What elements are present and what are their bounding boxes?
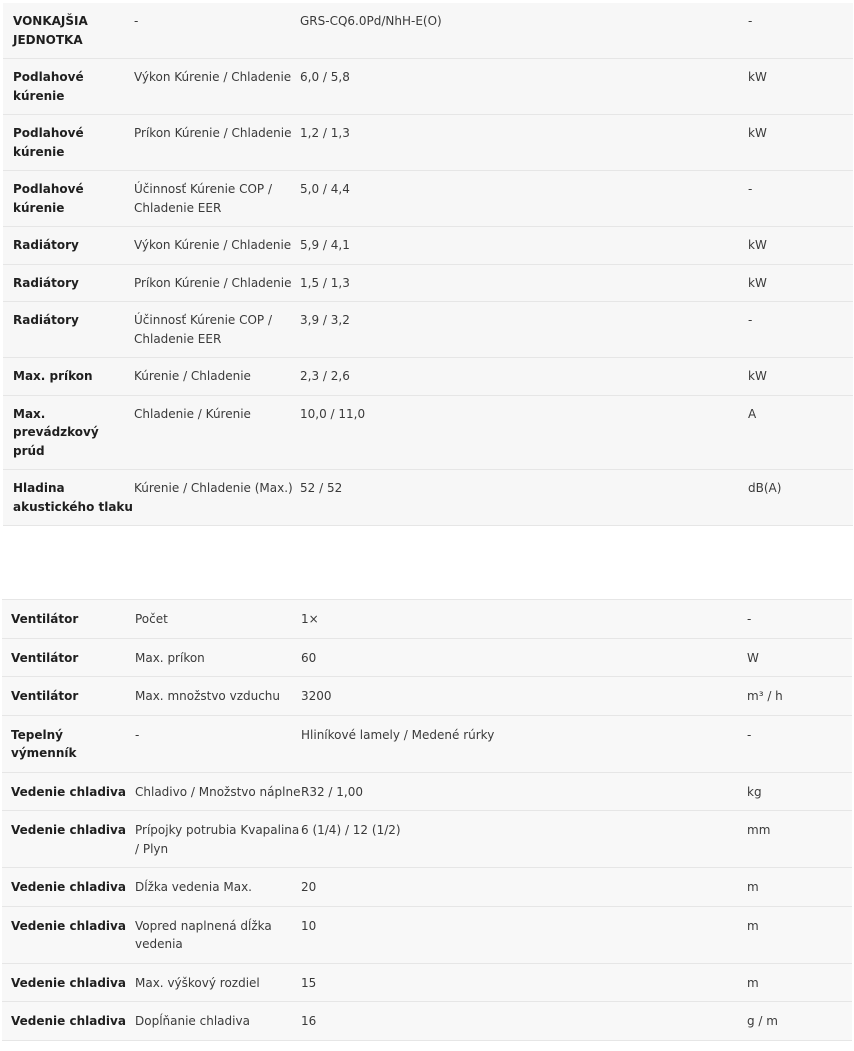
spec-group: Ventilátor [2, 677, 135, 716]
spec-parameter: Účinnosť Kúrenie COP / Chladenie EER [134, 302, 300, 358]
spec-value: GRS-CQ6.0Pd/NhH-E(O) [300, 3, 748, 59]
spec-unit: kW [748, 358, 853, 396]
spec-parameter: Prípojky potrubia Kvapalina / Plyn [135, 811, 301, 868]
spec-group: VONKAJŠIA JEDNOTKA [3, 3, 134, 59]
spec-value: 10,0 / 11,0 [300, 395, 748, 470]
table-row [2, 600, 852, 639]
table-row [3, 302, 853, 358]
spec-unit: - [748, 302, 853, 358]
table-row [2, 677, 852, 716]
spec-value: 5,0 / 4,4 [300, 171, 748, 227]
spec-group: Vedenie chladiva [2, 811, 135, 868]
spec-unit: m [747, 906, 852, 963]
spec-parameter: Max. výškový rozdiel [135, 963, 301, 1002]
spec-value: 5,9 / 4,1 [300, 227, 748, 265]
table-row [3, 227, 853, 265]
spec-value: 10 [301, 906, 747, 963]
table-row [2, 868, 852, 907]
spec-parameter: Dĺžka vedenia Max. [135, 868, 301, 907]
spec-parameter: Účinnosť Kúrenie COP / Chladenie EER [134, 171, 300, 227]
spec-group: Ventilátor [2, 600, 135, 639]
spec-parameter: Max. príkon [135, 638, 301, 677]
spec-group: Radiátory [3, 227, 134, 265]
spec-unit: W [747, 638, 852, 677]
spec-value: 3,9 / 3,2 [300, 302, 748, 358]
spec-unit: kW [748, 227, 853, 265]
spec-unit: kg [747, 772, 852, 811]
spec-parameter: Kúrenie / Chladenie [134, 358, 300, 396]
spec-group: Vedenie chladiva [2, 1002, 135, 1041]
spec-value: 60 [301, 638, 747, 677]
spec-unit: - [748, 3, 853, 59]
spec-group: Radiátory [3, 302, 134, 358]
spec-unit: kW [748, 59, 853, 115]
table-row [3, 59, 853, 115]
spec-value: 1,5 / 1,3 [300, 264, 748, 302]
spec-value: 1,2 / 1,3 [300, 115, 748, 171]
table-row [3, 264, 853, 302]
spec-value: 52 / 52 [300, 470, 748, 526]
spec-group: Podlahové kúrenie [3, 115, 134, 171]
spec-value: 3200 [301, 677, 747, 716]
table-row [3, 395, 853, 470]
spec-parameter: Výkon Kúrenie / Chladenie [134, 227, 300, 265]
table-row [2, 715, 852, 772]
spec-unit: kW [748, 264, 853, 302]
spec-group: Vedenie chladiva [2, 963, 135, 1002]
table-row [3, 171, 853, 227]
spec-unit: dB(A) [748, 470, 853, 526]
spec-group: Ventilátor [2, 638, 135, 677]
spec-parameter: Dopĺňanie chladiva [135, 1002, 301, 1041]
spec-unit: - [748, 171, 853, 227]
spec-group: Max. prevádzkový prúd [3, 395, 134, 470]
spec-value: 15 [301, 963, 747, 1002]
spec-unit: kW [748, 115, 853, 171]
components-specs-table [2, 599, 852, 1041]
spec-parameter: Počet [135, 600, 301, 639]
table-row [2, 638, 852, 677]
spec-group: Vedenie chladiva [2, 906, 135, 963]
spec-unit: g / m [747, 1002, 852, 1041]
spec-value: 20 [301, 868, 747, 907]
spec-value: 6 (1/4) / 12 (1/2) [301, 811, 747, 868]
spec-value: Hliníkové lamely / Medené rúrky [301, 715, 747, 772]
table-row [3, 358, 853, 396]
spec-parameter: Vopred naplnená dĺžka vedenia [135, 906, 301, 963]
table-row [2, 772, 852, 811]
spec-value: 6,0 / 5,8 [300, 59, 748, 115]
table-row [2, 963, 852, 1002]
spec-group: Hladina akustického tlaku [3, 470, 134, 526]
spec-unit: - [747, 715, 852, 772]
spec-unit: m [747, 963, 852, 1002]
spec-unit: m [747, 868, 852, 907]
spec-parameter: Príkon Kúrenie / Chladenie [134, 264, 300, 302]
spec-group: Radiátory [3, 264, 134, 302]
table-row [3, 115, 853, 171]
spec-parameter: Kúrenie / Chladenie (Max.) [134, 470, 300, 526]
spec-parameter: Výkon Kúrenie / Chladenie [134, 59, 300, 115]
spec-group: Tepelný výmenník [2, 715, 135, 772]
spec-parameter: Max. množstvo vzduchu [135, 677, 301, 716]
spec-group: Max. príkon [3, 358, 134, 396]
table-row [3, 470, 853, 526]
spec-unit: m³ / h [747, 677, 852, 716]
spec-unit: mm [747, 811, 852, 868]
spec-unit: A [748, 395, 853, 470]
outdoor-unit-specs-table [3, 3, 853, 526]
spec-value: R32 / 1,00 [301, 772, 747, 811]
spec-group: Podlahové kúrenie [3, 59, 134, 115]
spec-parameter: Príkon Kúrenie / Chladenie [134, 115, 300, 171]
table-row [2, 811, 852, 868]
table-row [2, 906, 852, 963]
spec-value: 1× [301, 600, 747, 639]
table-row [3, 3, 853, 59]
spec-group: Vedenie chladiva [2, 772, 135, 811]
spec-value: 16 [301, 1002, 747, 1041]
table-row [2, 1002, 852, 1041]
spec-parameter: Chladivo / Množstvo náplne [135, 772, 301, 811]
spec-group: Vedenie chladiva [2, 868, 135, 907]
spec-parameter: - [135, 715, 301, 772]
spec-unit: - [747, 600, 852, 639]
spec-group: Podlahové kúrenie [3, 171, 134, 227]
spec-parameter: - [134, 3, 300, 59]
spec-value: 2,3 / 2,6 [300, 358, 748, 396]
spec-parameter: Chladenie / Kúrenie [134, 395, 300, 470]
